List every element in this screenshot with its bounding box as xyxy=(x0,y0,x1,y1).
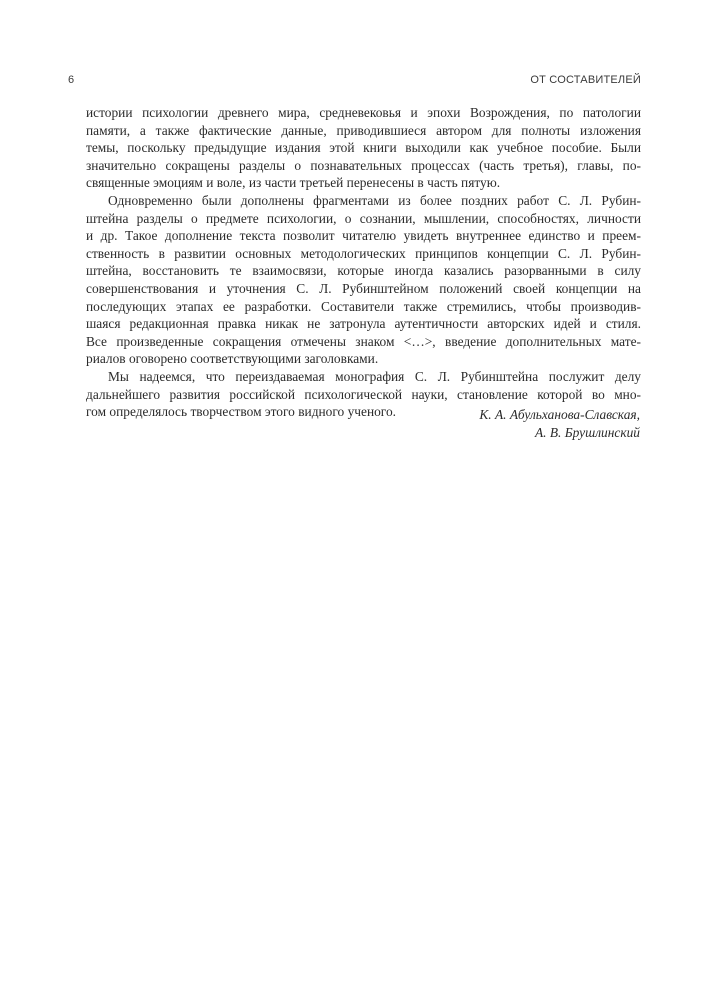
text-line: дальнейшего развития российской психологической науки, становление которой во мно- xyxy=(86,386,641,402)
text-line: шаяся редакционная правка никак не затронула аутентичности авторских идей и стиля. xyxy=(86,316,641,332)
running-head: ОТ СОСТАВИТЕЛЕЙ xyxy=(530,74,641,86)
text-line: значительно сокращены разделы о познавательных процессах (часть третья), главы, по- xyxy=(86,157,641,173)
text-line: Все произведенные сокращения отмечены знаком <…>, введение дополнительных мате- xyxy=(86,333,641,349)
text-line: памяти, а также фактические данные, приводившиеся автором для полноты изложения xyxy=(86,122,641,138)
paragraph xyxy=(86,104,641,192)
text-line: штейна разделы о предмете психологии, о сознании, мышлении, способностях, личности xyxy=(86,210,641,226)
text-line: темы, поскольку предыдущие издания этой книги выходили как учебное пособие. Были xyxy=(86,140,641,156)
signature-author: А. В. Брушлинский xyxy=(535,424,640,440)
signature-author: К. А. Абульханова-Славская, xyxy=(479,407,640,422)
text-line: Мы надеемся, что переиздаваемая монография С. Л. Рубинштейна послужит делу xyxy=(108,368,641,384)
text-line: священные эмоциям и воле, из части третьей перенесены в часть пятую. xyxy=(86,175,501,191)
text-line: Одновременно были дополнены фрагментами из более поздних работ С. Л. Рубин- xyxy=(108,192,641,208)
text-line: последующих этапах ее разработки. Составители также стремились, чтобы производив- xyxy=(86,298,641,314)
body-text xyxy=(86,104,641,421)
text-line: и др. Такое дополнение текста позволит читателю увидеть внутреннее единство и преем- xyxy=(86,228,641,244)
text-line: совершенствования и уточнения С. Л. Рубинштейном положений своей концепции на xyxy=(86,280,641,296)
page-number: 6 xyxy=(68,74,75,86)
text-line: штейна, восстановить те взаимосвязи, которые иногда казались разорванными в силу xyxy=(86,263,641,279)
text-line: ственность в развитии основных методологических принципов концепции С. Л. Рубин- xyxy=(86,245,641,261)
paragraph xyxy=(86,192,641,368)
text-line: истории психологии древнего мира, средневековья и эпохи Возрождения, по патологии xyxy=(86,105,641,120)
signature xyxy=(479,406,640,441)
text-line: риалов оговорено соответствующими заголовками. xyxy=(86,351,379,367)
text-line: гом определялось творчеством этого видного ученого. xyxy=(86,404,397,420)
